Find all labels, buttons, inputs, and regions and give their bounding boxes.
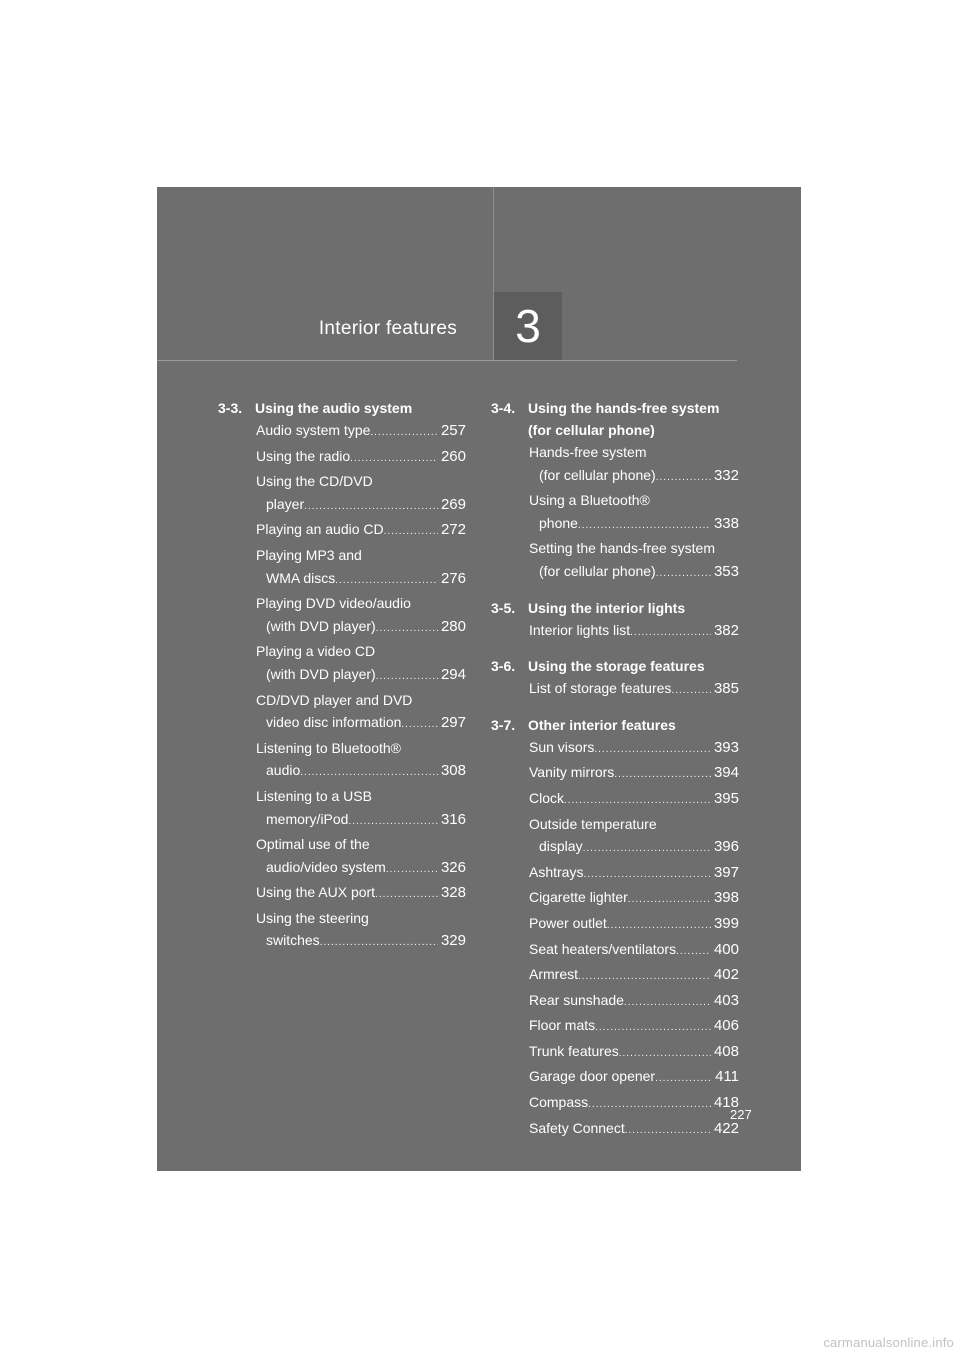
dot-leader xyxy=(564,790,711,813)
section-entries xyxy=(491,619,739,645)
entry-page-number: 316 xyxy=(440,810,466,828)
entry-line xyxy=(529,1040,739,1066)
entry-text: Using a Bluetooth® xyxy=(529,492,650,509)
entry-page-number: 382 xyxy=(713,621,739,639)
dot-leader xyxy=(628,889,711,912)
entry-line xyxy=(529,861,739,887)
dot-leader xyxy=(676,941,711,964)
entry-line xyxy=(529,787,739,813)
toc-entry[interactable] xyxy=(529,1091,739,1117)
entry-line xyxy=(256,711,466,737)
toc-entry[interactable] xyxy=(256,881,466,907)
chapter-title: Interior features xyxy=(318,318,457,339)
toc-entry[interactable] xyxy=(529,537,739,585)
entry-line xyxy=(529,512,739,538)
entry-page-number: 397 xyxy=(713,863,739,881)
dot-leader xyxy=(671,680,711,703)
section-title: Using the interior lights xyxy=(528,599,686,616)
entry-text: memory/iPod xyxy=(266,810,349,827)
toc-entry[interactable] xyxy=(529,912,739,938)
entry-line xyxy=(529,1117,739,1143)
entry-text: Using the CD/DVD xyxy=(256,473,373,490)
entry-page-number: 276 xyxy=(440,569,466,587)
toc-entry[interactable] xyxy=(529,441,739,489)
entry-text: Vanity mirrors xyxy=(529,764,615,781)
entry-page-number: 394 xyxy=(713,764,739,782)
entry-line xyxy=(529,761,739,787)
toc-entry[interactable] xyxy=(529,761,739,787)
entry-line xyxy=(529,963,739,989)
section-number: 3-6. xyxy=(491,658,516,675)
entry-page-number: 402 xyxy=(713,966,739,984)
toc-section xyxy=(491,714,739,1143)
entry-page-number: 326 xyxy=(440,858,466,876)
entry-line xyxy=(529,677,739,703)
toc-section xyxy=(218,397,466,955)
entry-line xyxy=(529,912,739,938)
entry-page-number: 399 xyxy=(713,914,739,932)
entry-line xyxy=(256,567,466,593)
entry-text: Trunk features xyxy=(529,1042,619,1059)
section-title-continued: (for cellular phone) xyxy=(528,422,655,438)
entry-text: Audio system type xyxy=(256,422,371,438)
dot-leader xyxy=(630,622,711,645)
dot-leader xyxy=(583,864,711,887)
toc-entry[interactable] xyxy=(529,1117,739,1143)
dot-leader xyxy=(619,1043,711,1066)
watermark: carmanualsonline.info xyxy=(823,1335,954,1350)
entry-page-number: 280 xyxy=(440,617,466,635)
entry-text: Armrest xyxy=(529,966,578,983)
entry-text: Using the AUX port xyxy=(256,884,376,901)
section-number: 3-4. xyxy=(491,400,516,416)
entry-text: audio xyxy=(266,762,301,779)
toc-column-left xyxy=(218,397,466,966)
entry-text: Playing an audio CD xyxy=(256,521,384,538)
toc-entry[interactable] xyxy=(256,737,466,785)
toc-entry[interactable] xyxy=(529,1040,739,1066)
dot-leader xyxy=(578,966,711,989)
dot-leader xyxy=(625,1120,711,1143)
toc-entry[interactable] xyxy=(529,886,739,912)
toc-entry[interactable] xyxy=(529,861,739,887)
dot-leader xyxy=(384,521,438,544)
entry-line xyxy=(256,518,466,544)
dot-leader xyxy=(655,1068,712,1091)
entry-page-number: 418 xyxy=(713,1094,739,1112)
entry-page-number: 294 xyxy=(440,665,466,683)
entry-page-number: 408 xyxy=(713,1042,739,1060)
entry-text: video disc information xyxy=(266,714,402,731)
section-title: Using the audio system xyxy=(255,400,413,416)
toc-entry[interactable] xyxy=(256,689,466,737)
entry-page-number: 308 xyxy=(440,762,466,780)
toc-entry[interactable] xyxy=(256,640,466,688)
entry-line xyxy=(256,615,466,641)
dot-leader xyxy=(335,570,438,593)
entry-page-number: 328 xyxy=(440,884,466,902)
entry-text: Compass xyxy=(529,1094,589,1111)
entry-line xyxy=(256,445,466,471)
entry-page-number: 411 xyxy=(715,1068,739,1086)
entry-line xyxy=(256,663,466,689)
toc-entry[interactable] xyxy=(256,785,466,833)
dot-leader xyxy=(375,884,438,907)
toc-section xyxy=(491,597,739,645)
section-heading xyxy=(218,397,466,419)
entry-text: Listening to a USB xyxy=(256,787,372,804)
entry-line xyxy=(529,1065,739,1091)
section-heading xyxy=(491,714,739,736)
entry-text: (with DVD player) xyxy=(266,617,376,634)
toc-entry[interactable] xyxy=(256,470,466,518)
toc-entry[interactable] xyxy=(529,489,739,537)
dot-leader xyxy=(583,838,711,861)
entry-line xyxy=(256,881,466,907)
entry-text: Using the radio xyxy=(256,447,351,464)
toc-entry[interactable] xyxy=(256,419,466,445)
entry-page-number: 297 xyxy=(440,714,466,732)
entry-text: Ashtrays xyxy=(529,863,584,880)
dot-leader xyxy=(350,448,438,471)
entry-line xyxy=(529,886,739,912)
section-number: 3-3. xyxy=(218,400,243,416)
entry-text: WMA discs xyxy=(266,569,336,586)
entry-line xyxy=(256,929,466,955)
entry-line xyxy=(529,736,739,762)
entry-text: player xyxy=(266,495,305,512)
section-number: 3-7. xyxy=(491,716,516,733)
section-title: Using the hands-free system xyxy=(528,400,720,416)
entry-text: Playing MP3 and xyxy=(256,546,362,563)
entry-page-number: 269 xyxy=(440,495,466,513)
section-number: 3-5. xyxy=(491,599,516,616)
entry-text: Playing DVD video/audio xyxy=(256,595,411,612)
dot-leader xyxy=(376,666,438,689)
entry-page-number: 385 xyxy=(713,680,739,698)
dot-leader xyxy=(656,563,711,586)
entry-page-number: 406 xyxy=(713,1017,739,1035)
toc-entry[interactable] xyxy=(529,736,739,762)
entry-text: Optimal use of the xyxy=(256,836,370,853)
dot-leader xyxy=(348,811,438,834)
toc-entry[interactable] xyxy=(256,907,466,955)
entry-line xyxy=(256,419,466,445)
section-entries xyxy=(491,441,739,586)
entry-page-number: 353 xyxy=(713,562,739,580)
entry-page-number: 257 xyxy=(440,422,466,439)
section-title: Other interior features xyxy=(528,716,676,733)
entry-page-number: 332 xyxy=(713,466,739,484)
entry-text: List of storage features xyxy=(529,680,672,697)
toc-entry[interactable] xyxy=(529,938,739,964)
entry-line xyxy=(529,835,739,861)
toc-section xyxy=(491,397,739,586)
entry-text: Using the steering xyxy=(256,909,369,926)
chapter-number: 3 xyxy=(515,300,541,352)
entry-line xyxy=(529,1091,739,1117)
entry-line xyxy=(529,560,739,586)
entry-text: switches xyxy=(266,932,320,949)
entry-text: Garage door opener xyxy=(529,1068,656,1085)
toc-entry[interactable] xyxy=(256,445,466,471)
section-entries xyxy=(491,677,739,703)
entry-page-number: 338 xyxy=(713,514,739,532)
entry-text: Setting the hands-free system xyxy=(529,540,715,557)
toc-entry[interactable] xyxy=(256,833,466,881)
entry-text: phone xyxy=(539,514,578,531)
section-entries xyxy=(218,419,466,955)
dot-leader xyxy=(588,1094,711,1117)
entry-line xyxy=(529,619,739,645)
toc-entry[interactable] xyxy=(529,1014,739,1040)
toc-entry[interactable] xyxy=(529,963,739,989)
toc-entry[interactable] xyxy=(256,518,466,544)
entry-page-number: 329 xyxy=(440,932,466,950)
entry-text: (with DVD player) xyxy=(266,665,376,682)
dot-leader xyxy=(304,496,438,519)
entry-text: Floor mats xyxy=(529,1017,596,1034)
toc-entry[interactable] xyxy=(256,592,466,640)
toc-section xyxy=(491,655,739,703)
entry-line xyxy=(529,989,739,1015)
entry-page-number: 400 xyxy=(713,940,739,958)
entry-line xyxy=(529,938,739,964)
page-number: 227 xyxy=(730,1107,752,1122)
section-heading xyxy=(491,655,739,677)
dot-leader xyxy=(376,618,438,641)
entry-text: (for cellular phone) xyxy=(539,466,656,483)
entry-page-number: 272 xyxy=(440,521,466,539)
entry-page-number: 260 xyxy=(440,447,466,465)
toc-column-right xyxy=(491,397,739,1153)
dot-leader xyxy=(614,764,711,787)
entry-line xyxy=(529,464,739,490)
section-title: Using the storage features xyxy=(528,658,705,675)
dot-leader xyxy=(656,467,711,490)
entry-page-number: 422 xyxy=(713,1119,739,1137)
entry-text: Safety Connect xyxy=(529,1119,625,1136)
entry-text: Rear sunshade xyxy=(529,991,624,1008)
entry-text: Interior lights list xyxy=(529,621,631,638)
entry-text: Sun visors xyxy=(529,738,595,755)
toc-entry[interactable] xyxy=(256,544,466,592)
entry-page-number: 398 xyxy=(713,889,739,907)
entry-text: Playing a video CD xyxy=(256,643,376,660)
entry-text: Cigarette lighter xyxy=(529,889,628,906)
entry-line xyxy=(256,808,466,834)
toc-entry[interactable] xyxy=(529,813,739,861)
toc-entry[interactable] xyxy=(529,1065,739,1091)
entry-text: Seat heaters/ventilators xyxy=(529,940,677,957)
entry-text: CD/DVD player and DVD xyxy=(256,691,413,708)
dot-leader xyxy=(594,739,711,762)
entry-text: Power outlet xyxy=(529,914,607,931)
entry-text: Clock xyxy=(529,789,565,806)
entry-line xyxy=(256,856,466,882)
section-heading xyxy=(491,597,739,619)
dot-leader xyxy=(386,859,438,882)
entry-text: (for cellular phone) xyxy=(539,562,656,579)
toc-entry[interactable] xyxy=(529,787,739,813)
dot-leader xyxy=(624,992,711,1015)
toc-entry[interactable] xyxy=(529,989,739,1015)
toc-entry[interactable] xyxy=(529,677,739,703)
entry-page-number: 403 xyxy=(713,991,739,1009)
dot-leader xyxy=(370,422,438,445)
dot-leader xyxy=(595,1017,711,1040)
dot-leader xyxy=(401,714,438,737)
entry-text: Hands-free system xyxy=(529,444,647,460)
header-divider-horizontal xyxy=(157,360,737,361)
entry-text: display xyxy=(539,838,583,855)
entry-line xyxy=(256,493,466,519)
entry-text: audio/video system xyxy=(266,858,386,875)
section-entries xyxy=(491,736,739,1143)
section-heading xyxy=(491,397,739,419)
dot-leader xyxy=(320,932,438,955)
entry-line xyxy=(256,759,466,785)
entry-page-number: 396 xyxy=(713,838,739,856)
entry-text: Outside temperature xyxy=(529,815,657,832)
entry-page-number: 395 xyxy=(713,789,739,807)
chapter-number-box xyxy=(494,292,562,360)
toc-entry[interactable] xyxy=(529,619,739,645)
dot-leader xyxy=(300,762,438,785)
dot-leader xyxy=(578,515,711,538)
dot-leader xyxy=(607,915,711,938)
entry-line xyxy=(529,1014,739,1040)
entry-text: Listening to Bluetooth® xyxy=(256,739,401,756)
entry-page-number: 393 xyxy=(713,738,739,756)
